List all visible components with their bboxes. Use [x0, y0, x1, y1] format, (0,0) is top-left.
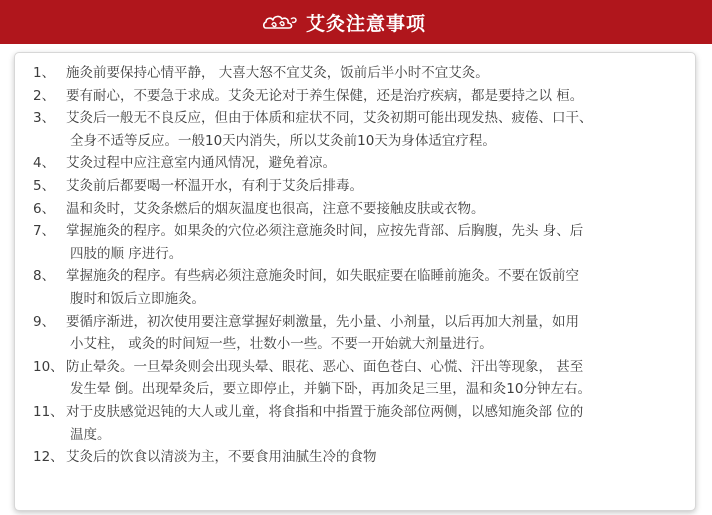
auspicious-cloud-icon	[262, 11, 298, 33]
list-item	[15, 220, 695, 265]
item-text-line: 对于皮肤感觉迟钝的大人或儿童，将食指和中指置于施灸部位两侧，以感知施灸部 位的	[66, 403, 584, 420]
item-text-line: 要有耐心，不要急于求成。艾灸无论对于养生保健，还是治疗疾病，都是要持之以 桓。	[66, 87, 584, 104]
item-text	[66, 62, 695, 85]
list-item	[15, 311, 695, 356]
item-text-line: 施灸前要保持心情平静， 大喜大怒不宜艾灸，饭前后半小时不宜艾灸。	[66, 65, 489, 81]
item-number: 4、	[33, 155, 56, 172]
item-text-line: 腹时和饭后立即施灸。	[70, 290, 205, 307]
title-banner	[0, 0, 712, 44]
item-text	[66, 311, 695, 356]
banner-content	[262, 9, 426, 36]
item-text	[66, 152, 695, 175]
item-text-line: 艾灸后一般无不良反应，但由于体质和症状不同，艾灸初期可能出现发热、疲倦、口干、	[66, 110, 593, 127]
item-number: 7、	[33, 223, 56, 240]
item-text-line: 掌握施灸的程序。有些病必须注意施灸时间，如失眠症要在临睡前施灸。不要在饭前空	[66, 268, 579, 285]
item-text-line: 小艾柱， 或灸的时间短一些，壮数小一些。不要一开始就大剂量进行。	[70, 336, 493, 353]
item-number: 10、	[33, 358, 64, 375]
list-item	[15, 175, 695, 198]
item-number: 8、	[33, 268, 56, 285]
notes-card	[14, 52, 696, 511]
item-text	[66, 401, 695, 446]
item-number: 11、	[33, 403, 64, 420]
list-item	[15, 198, 695, 221]
item-number: 1、	[33, 65, 56, 81]
item-number: 9、	[33, 313, 56, 330]
item-text	[66, 446, 695, 469]
list-item	[15, 265, 695, 310]
list-item	[15, 85, 695, 108]
item-number: 5、	[33, 177, 56, 194]
item-text-line: 温度。	[70, 426, 111, 443]
item-text-line: 发生晕 倒。出现晕灸后，要立即停止，并躺下卧，再加灸足三里，温和灸10分钟左右。	[70, 381, 591, 398]
item-text	[66, 356, 695, 401]
item-number: 6、	[33, 200, 56, 217]
item-text	[66, 107, 695, 152]
item-text-line: 艾灸后的饮食以清淡为主，不要食用油腻生冷的食物	[66, 449, 377, 466]
item-number: 12、	[33, 449, 64, 466]
item-text-line: 要循序渐进，初次使用要注意掌握好刺激量，先小量、小剂量，以后再加大剂量，如用	[66, 313, 579, 330]
item-text	[66, 265, 695, 310]
list-item	[15, 107, 695, 152]
list-item	[15, 446, 695, 469]
notes-list	[15, 62, 695, 469]
item-text-line: 防止晕灸。一旦晕灸则会出现头晕、眼花、恶心、面色苍白、心慌、汗出等现象， 甚至	[66, 358, 584, 375]
item-text-line: 温和灸时，艾灸条燃后的烟灰温度也很高，注意不要接触皮肤或衣物。	[66, 200, 485, 217]
item-text	[66, 220, 695, 265]
list-item	[15, 356, 695, 401]
item-number: 3、	[33, 110, 56, 127]
item-text	[66, 175, 695, 198]
item-text	[66, 198, 695, 221]
item-text	[66, 85, 695, 108]
list-item	[15, 152, 695, 175]
item-text-line: 掌握施灸的程序。如果灸的穴位必须注意施灸时间，应按先背部、后胸腹，先头 身、后	[66, 223, 584, 240]
item-text-line: 艾灸前后都要喝一杯温开水，有利于艾灸后排毒。	[66, 177, 363, 194]
item-number: 2、	[33, 87, 56, 104]
list-item	[15, 62, 695, 85]
item-text-line: 全身不适等反应。一般10天内消失，所以艾灸前10天为身体适宜疗程。	[70, 132, 496, 149]
list-item	[15, 401, 695, 446]
item-text-line: 四肢的顺 序进行。	[70, 245, 183, 262]
page-title: 艾灸注意事项	[305, 12, 426, 35]
item-text-line: 艾灸过程中应注意室内通风情况，避免着凉。	[66, 155, 336, 172]
